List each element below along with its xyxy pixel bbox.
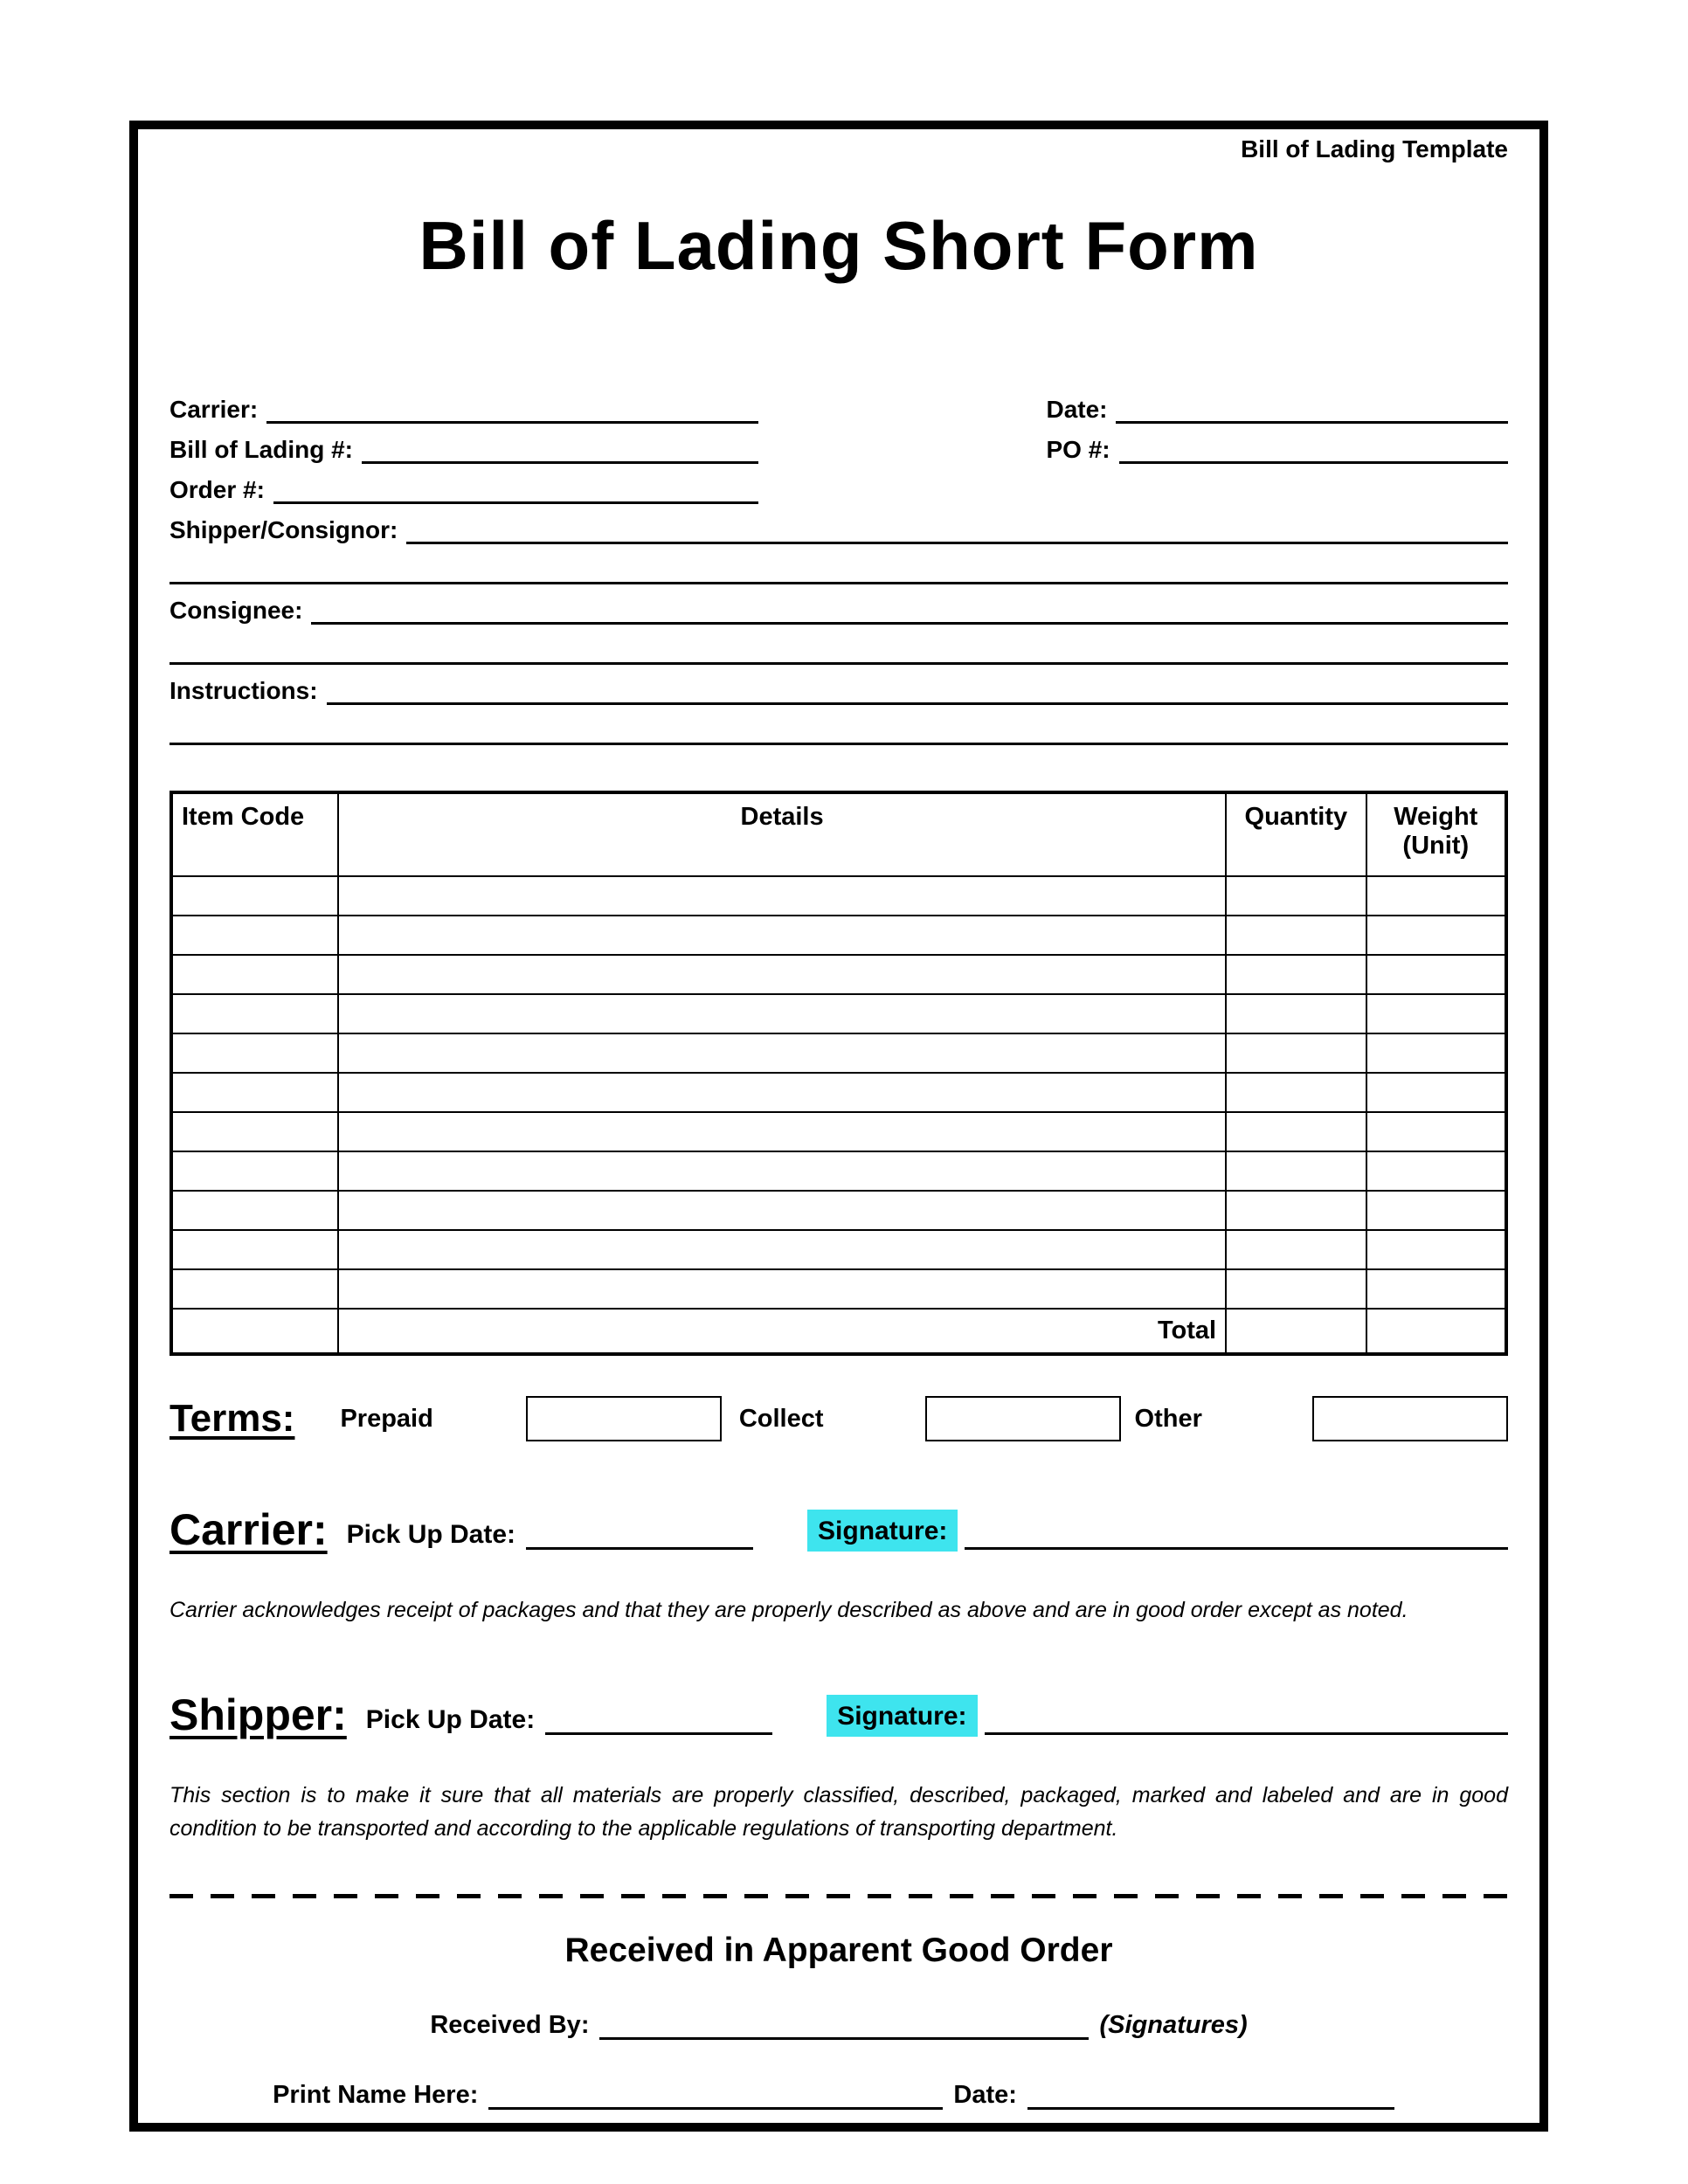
shipper-signature-fill-line[interactable] xyxy=(985,1705,1508,1735)
table-cell[interactable] xyxy=(338,876,1226,916)
table-cell[interactable] xyxy=(1226,1073,1366,1112)
item-code-header: Item Code xyxy=(171,792,338,876)
table-cell[interactable] xyxy=(1226,1191,1366,1230)
tear-off-dashed-divider xyxy=(169,1894,1508,1898)
table-row xyxy=(171,1269,1506,1309)
table-cell[interactable] xyxy=(1366,1151,1506,1191)
table-cell[interactable] xyxy=(1226,1230,1366,1269)
bol-number-label: Bill of Lading #: xyxy=(169,436,353,463)
table-cell[interactable] xyxy=(171,1112,338,1151)
table-cell[interactable] xyxy=(1226,1033,1366,1073)
shipper-pickup-date-fill-line[interactable] xyxy=(545,1705,772,1735)
page-title: Bill of Lading Short Form xyxy=(419,207,1259,284)
table-cell[interactable] xyxy=(171,994,338,1033)
shipper-pickup-date-label: Pick Up Date: xyxy=(365,1705,536,1734)
table-cell[interactable] xyxy=(1226,1151,1366,1191)
collect-checkbox[interactable] xyxy=(925,1396,1121,1441)
total-row-itemcode-cell xyxy=(171,1309,338,1354)
table-row xyxy=(171,1033,1506,1073)
table-cell[interactable] xyxy=(1366,1112,1506,1151)
table-cell[interactable] xyxy=(1366,1191,1506,1230)
total-row xyxy=(171,1309,1506,1354)
date-fill-line[interactable] xyxy=(1116,394,1508,424)
received-by-row xyxy=(169,2000,1508,2040)
carrier-pickup-date-fill-line[interactable] xyxy=(526,1520,753,1550)
carrier-signature-section xyxy=(169,1505,1508,1554)
table-cell[interactable] xyxy=(171,876,338,916)
table-cell[interactable] xyxy=(1366,1033,1506,1073)
instructions-fill-line[interactable] xyxy=(327,675,1508,705)
table-cell[interactable] xyxy=(1226,1112,1366,1151)
table-cell[interactable] xyxy=(338,955,1226,994)
terms-section xyxy=(169,1396,1508,1441)
shipper-classification-note: This section is to make it sure that all materials are properly classified, described, packaged, marked and labeled and are in good condition to be transported and according to the applicable regulations of transporting department. xyxy=(169,1783,1508,1841)
table-cell[interactable] xyxy=(338,1112,1226,1151)
table-cell[interactable] xyxy=(1226,955,1366,994)
table-cell[interactable] xyxy=(338,1151,1226,1191)
carrier-section-heading: Carrier: xyxy=(169,1505,328,1554)
table-cell[interactable] xyxy=(338,994,1226,1033)
instructions-fill-line-2[interactable] xyxy=(169,715,1508,745)
table-cell[interactable] xyxy=(171,1033,338,1073)
table-row xyxy=(171,1073,1506,1112)
carrier-signature-fill-line[interactable] xyxy=(965,1520,1508,1550)
table-cell[interactable] xyxy=(171,1151,338,1191)
received-date-fill-line[interactable] xyxy=(1027,2080,1394,2110)
received-date-label: Date: xyxy=(953,2081,1017,2109)
template-corner-label: Bill of Lading Template xyxy=(1241,135,1508,162)
table-cell[interactable] xyxy=(338,1033,1226,1073)
consignee-fill-line-2[interactable] xyxy=(169,635,1508,665)
items-table xyxy=(169,791,1508,1356)
shipper-section-heading: Shipper: xyxy=(169,1690,347,1739)
prepaid-label: Prepaid xyxy=(340,1404,433,1433)
table-row xyxy=(171,876,1506,916)
table-cell[interactable] xyxy=(1366,1269,1506,1309)
total-label-cell: Total xyxy=(338,1309,1226,1354)
table-cell[interactable] xyxy=(171,1269,338,1309)
shipper-signature-section xyxy=(169,1690,1508,1739)
order-number-fill-line[interactable] xyxy=(273,474,758,504)
received-by-label: Received By: xyxy=(430,2011,590,2039)
po-number-fill-line[interactable] xyxy=(1119,434,1508,464)
table-cell[interactable] xyxy=(171,916,338,955)
table-row xyxy=(171,1151,1506,1191)
table-cell[interactable] xyxy=(1226,916,1366,955)
shipper-consignor-label: Shipper/Consignor: xyxy=(169,516,398,543)
date-label: Date: xyxy=(1046,396,1108,423)
carrier-fill-line[interactable] xyxy=(266,394,758,424)
table-row xyxy=(171,1112,1506,1151)
table-row xyxy=(171,994,1506,1033)
total-weight-cell[interactable] xyxy=(1366,1309,1506,1354)
table-cell[interactable] xyxy=(338,1230,1226,1269)
print-name-label: Print Name Here: xyxy=(273,2081,479,2109)
table-cell[interactable] xyxy=(171,955,338,994)
carrier-pickup-date-label: Pick Up Date: xyxy=(346,1520,516,1549)
details-header: Details xyxy=(338,792,1226,876)
carrier-label: Carrier: xyxy=(169,396,259,423)
table-row xyxy=(171,1191,1506,1230)
form-header xyxy=(169,384,1508,745)
collect-label: Collect xyxy=(738,1404,824,1433)
table-row xyxy=(171,1230,1506,1269)
consignee-fill-line[interactable] xyxy=(311,595,1508,625)
bill-of-lading-page xyxy=(129,121,1548,2132)
table-cell[interactable] xyxy=(338,916,1226,955)
table-cell[interactable] xyxy=(1366,994,1506,1033)
terms-heading: Terms: xyxy=(169,1397,295,1440)
table-cell[interactable] xyxy=(338,1269,1226,1309)
table-cell[interactable] xyxy=(171,1230,338,1269)
quantity-header: Quantity xyxy=(1226,792,1366,876)
print-name-row xyxy=(169,2070,1508,2110)
po-number-label: PO #: xyxy=(1046,436,1110,463)
total-quantity-cell[interactable] xyxy=(1226,1309,1366,1354)
received-by-fill-line[interactable] xyxy=(599,2010,1089,2040)
table-cell[interactable] xyxy=(1366,876,1506,916)
table-row xyxy=(171,955,1506,994)
table-cell[interactable] xyxy=(1226,994,1366,1033)
table-cell[interactable] xyxy=(338,1073,1226,1112)
received-heading: Received in Apparent Good Order xyxy=(564,1932,1113,1969)
order-number-label: Order #: xyxy=(169,476,265,503)
carrier-acknowledgement-note: Carrier acknowledges receipt of packages and that they are properly described as above and are in good order except as noted. xyxy=(169,1598,1408,1622)
items-table-header-row xyxy=(171,792,1506,876)
table-cell[interactable] xyxy=(171,1191,338,1230)
signatures-label: (Signatures) xyxy=(1099,2011,1248,2039)
weight-header: Weight (Unit) xyxy=(1366,792,1506,876)
items-table-body xyxy=(171,876,1506,1309)
table-cell[interactable] xyxy=(1366,1230,1506,1269)
consignee-label: Consignee: xyxy=(169,597,303,624)
shipper-consignor-fill-line[interactable] xyxy=(406,515,1508,544)
table-cell[interactable] xyxy=(171,1073,338,1112)
table-cell[interactable] xyxy=(1366,1073,1506,1112)
other-label: Other xyxy=(1134,1404,1202,1433)
table-cell[interactable] xyxy=(1226,1269,1366,1309)
other-checkbox[interactable] xyxy=(1312,1396,1508,1441)
shipper-signature-label: Signature: xyxy=(827,1695,977,1737)
instructions-label: Instructions: xyxy=(169,677,318,704)
table-cell[interactable] xyxy=(338,1191,1226,1230)
table-row xyxy=(171,916,1506,955)
table-cell[interactable] xyxy=(1366,916,1506,955)
shipper-consignor-fill-line-2[interactable] xyxy=(169,555,1508,584)
prepaid-checkbox[interactable] xyxy=(526,1396,722,1441)
carrier-signature-label: Signature: xyxy=(807,1510,958,1552)
table-cell[interactable] xyxy=(1366,955,1506,994)
table-cell[interactable] xyxy=(1226,876,1366,916)
print-name-fill-line[interactable] xyxy=(488,2080,943,2110)
bol-number-fill-line[interactable] xyxy=(362,434,758,464)
